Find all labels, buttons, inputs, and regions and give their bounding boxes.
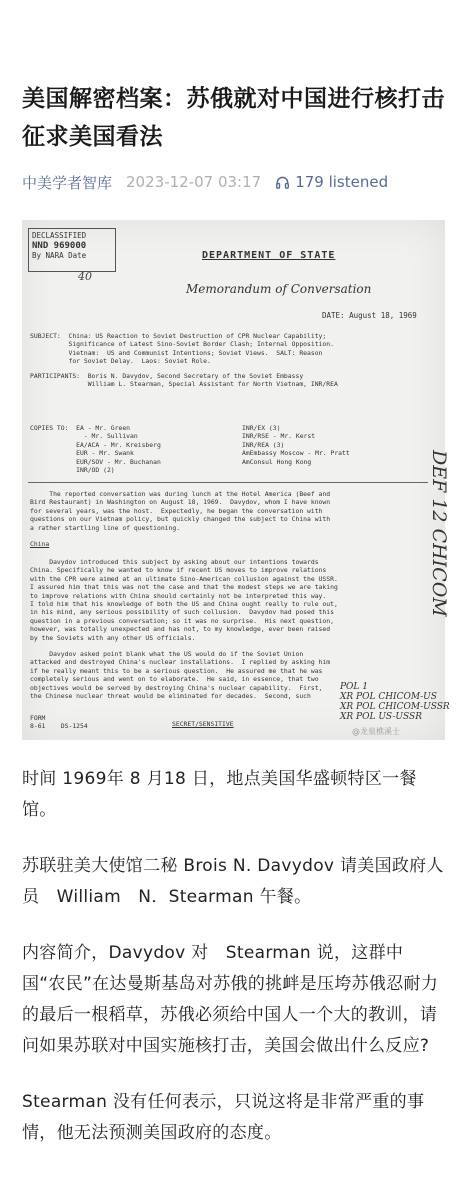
listen-count: 179 listened [295,173,389,191]
declassified-stamp [28,228,116,272]
paragraph-1: 时间 1969年 8 月18 日，地点美国华盛顿特区一餐馆。 [22,769,417,820]
memo-form-number: FORM 8-61 DS-1254 [30,714,88,731]
headphones-icon [275,175,290,190]
article-title: 美国解密档案：苏俄就对中国进行核打击征求美国看法 [22,86,445,150]
stamp-line-3: By NARA Date [32,251,87,260]
memo-subject: SUBJECT: China: US Reaction to Soviet Destruction of CPR Nuclear Capability; Significance of Latest Sino-Soviet Border Clash; Internal Opposition. Vietnam: US and Communist Intentions; Soviet Views. SALT: Reason for Soviet Delay. Laos: Soviet Role. [30,332,334,366]
article-meta [22,170,445,194]
handwritten-number: 40 [78,270,92,283]
memo-title: Memorandum of Conversation [186,282,372,296]
paragraph-4: Stearman 没有任何表示，只说这将是非常严重的事情，他无法预测美国政府的态度。 [22,1092,425,1143]
memo-participants: PARTICIPANTS: Boris N. Davydov, Second Secretary of the Soviet Embassy William L. Stearman, Special Assistant for North Vietnam, INR/REA [30,372,338,389]
stamp-line-2: NND 969000 [32,241,87,251]
memo-divider [28,482,428,483]
watermark: @龙泉樵溪士 [352,727,400,736]
stamp-line-1: DECLASSIFIED [32,231,87,240]
memo-body-2: Davydov asked point blank what the US would do if the Soviet Union attacked and destroyed China's nuclear installations. I replied by asking him if he really meant this to be a serious question. He assured me that he was completely serious and went on to elaborate. He said, in essence, that two objectives would be served by destroying China's nuclear capability. First, the Chinese nuclear threat would be eliminated for decades. Second, such [30,650,331,701]
listen-button[interactable] [275,173,388,191]
memo-china-heading: China [30,540,50,548]
memo-date: DATE: August 18, 1969 [322,311,417,320]
memo-classification: SECRET/SENSITIVE [172,720,234,728]
handwritten-file-tags: POL 1 XR POL CHICOM-US XR POL CHICOM-USSR XR POL US-USSR [340,682,450,722]
memo-copies-left: COPIES TO: EA - Mr. Green - Mr. Sullivan EA/ACA - Mr. Kreisberg EUR - Mr. Swank EUR/SOV - Mr. Buchanan INR/OD (2) [30,424,161,475]
handwritten-file-code: DEF 12 CHICOM [428,450,450,617]
document-image[interactable] [22,220,450,740]
account-name-link[interactable]: 中美学者智库 [22,173,113,192]
paragraph-3: 内容简介，Davydov 对 Stearman 说，这群中国“农民”在达曼斯基岛对苏俄的挑衅是压垮苏俄忍耐力的最后一根稻草，苏俄必须给中国人一个大的教训，请问如果苏联对中国实施核打击，美国会做出什么反应? [22,943,439,1056]
publish-date: 2023-12-07 03:17 [126,173,262,191]
department-heading: DEPARTMENT OF STATE [202,250,336,261]
memo-intro: The reported conversation was during lunch at the Hotel America (Beef and Bird Restaurant) in Washington on August 18, 1969. Davydov, whom I have known for several years, was the host. Expectedly, he began the conversation with questions on our Vietnam policy, but quickly changed the subject to China with a rather startling line of questioning. [30,490,331,532]
memo-copies-right: INR/EX (3) INR/RSE - Mr. Kerst INR/REA (3) AmEmbassy Moscow - Mr. Pratt AmConsul Hong Kong [242,424,350,466]
declassified-memo-scan [22,220,450,740]
memo-body-1: Davydov introduced this subject by asking about our intentions towards China. Specifically he wanted to know if recent US moves to improve relations with the CPR were aimed at an ultimate Sino-American collusion against the USSR. I assured him that this was not the case and that the modest steps we are taking to improve relations with China should certainly not be interpreted this way. I told him that his knowledge of both the US and China ought really to rule out, in his mind, any serious possibility of such collusion. Davydov had posed this question in a previous conversation; so it was no surprise. His next question, however, was totally unexpected and has not, to my knowledge, ever been raised by the Soviets with any other US officials. [30,558,338,642]
paragraph-2: 苏联驻美大使馆二秘 Brois N. Davydov 请美国政府人员 William N．Stearman 午餐。 [22,856,444,907]
